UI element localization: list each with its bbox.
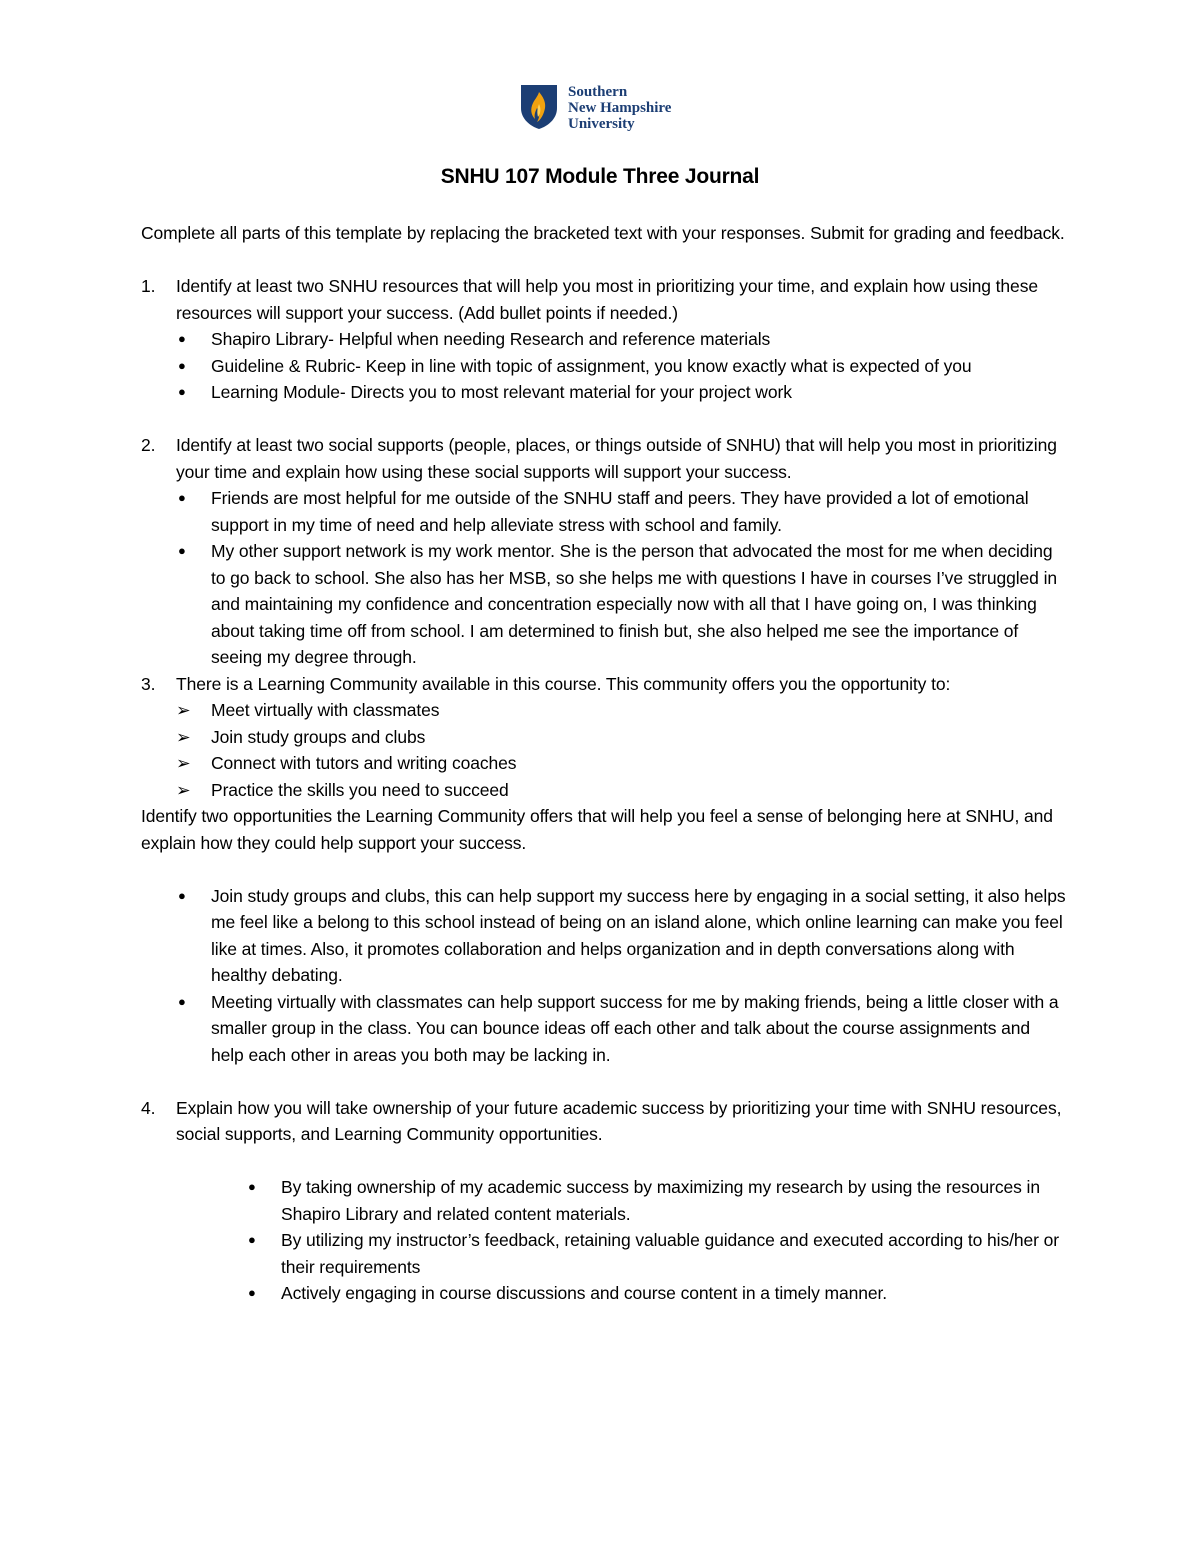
bullet-icon	[176, 353, 211, 380]
answer-text: Guideline & Rubric- Keep in line with topic of assignment, you know exactly what is expected of you	[211, 355, 972, 376]
list-item	[176, 485, 1066, 538]
list-item	[176, 326, 1066, 353]
arrow-bullet-icon: ➢	[176, 726, 191, 747]
list-item	[246, 1280, 1066, 1307]
option-text: Join study groups and clubs	[211, 726, 426, 747]
option-text: Meet virtually with classmates	[211, 700, 440, 720]
arrow-bullet-icon: ➢	[176, 700, 191, 720]
question-3-answers	[176, 883, 1066, 1069]
learning-community-options	[176, 697, 1066, 803]
shield-flame-icon	[520, 84, 558, 130]
question-4-answers	[246, 1174, 1066, 1307]
bullet-icon	[176, 883, 211, 989]
question-text: There is a Learning Community available in this course. This community offers you the opportunity to:	[176, 673, 951, 694]
arrow-bullet-icon: ➢	[176, 779, 191, 800]
option-text: Practice the skills you need to succeed	[211, 779, 509, 800]
bullet-icon	[246, 1174, 281, 1227]
question-1-answers	[176, 326, 1066, 406]
list-item	[176, 697, 1066, 724]
question-text: Explain how you will take ownership of your future academic success by prioritizing your time with SNHU resources, social supports, and Learning Community opportunities.	[176, 1097, 1062, 1144]
bullet-icon	[176, 485, 211, 538]
option-text: Connect with tutors and writing coaches	[211, 753, 517, 773]
list-item	[176, 538, 1066, 671]
question-3	[141, 671, 1066, 698]
intro-paragraph: Complete all parts of this template by replacing the bracketed text with your responses. Submit for grading and feedback.	[141, 223, 1065, 243]
logo-line-2: New Hampshire	[568, 100, 672, 116]
answer-text: By taking ownership of my academic success by maximizing my research by using the resources in Shapiro Library and related content materials.	[281, 1177, 1040, 1224]
answer-text: Shapiro Library- Helpful when needing Research and reference materials	[211, 329, 771, 349]
answer-text: Meeting virtually with classmates can help support success for me by making friends, being a little closer with a smaller group in the class. You can bounce ideas off each other and talk about the course assignments and help each other in areas you both may be lacking in.	[211, 991, 1059, 1065]
list-item	[176, 353, 1066, 380]
answer-text: Join study groups and clubs, this can help support my success here by engaging in a social setting, it also helps me feel like a belong to this school instead of being on an island alone, which online learning can make you feel like at times. Also, it promotes collaboration and helps organization and in depth conversations along with healthy debating.	[211, 885, 1066, 985]
bullet-icon	[176, 326, 211, 353]
page-title: SNHU 107 Module Three Journal	[440, 165, 760, 188]
question-1	[141, 273, 1066, 326]
question-number: 4.	[141, 1097, 156, 1118]
answer-text: Actively engaging in course discussions and course content in a timely manner.	[281, 1283, 888, 1303]
university-logo	[520, 84, 671, 132]
list-item	[176, 750, 1066, 777]
list-item	[246, 1174, 1066, 1227]
bullet-icon	[176, 989, 211, 1069]
question-4	[141, 1095, 1066, 1148]
question-2	[141, 432, 1066, 485]
logo-line-1: Southern	[568, 84, 628, 100]
logo-line-3: University	[568, 116, 635, 132]
question-number: 1.	[141, 276, 156, 296]
arrow-bullet-icon: ➢	[176, 753, 191, 773]
question-3-prompt: Identify two opportunities the Learning Community offers that will help you feel a sense of belonging here at SNHU, and explain how they could help support your success.	[141, 806, 1053, 853]
question-2-answers	[176, 485, 1066, 671]
bullet-icon	[176, 379, 211, 406]
document-body	[141, 220, 1066, 1307]
answer-text: Learning Module- Directs you to most relevant material for your project work	[211, 382, 792, 402]
answer-text: By utilizing my instructor’s feedback, retaining valuable guidance and executed according to his/her or their requirements	[281, 1230, 1059, 1277]
list-item	[176, 724, 1066, 751]
list-item	[176, 777, 1066, 804]
list-item	[176, 989, 1066, 1069]
question-text: Identify at least two SNHU resources that will help you most in prioritizing your time, and explain how using these resources will support your success. (Add bullet points if needed.)	[176, 276, 1038, 323]
bullet-icon	[246, 1227, 281, 1280]
question-number: 3.	[141, 673, 156, 694]
bullet-icon	[246, 1280, 281, 1307]
logo-wordmark	[568, 84, 671, 132]
list-item	[246, 1227, 1066, 1280]
question-number: 2.	[141, 435, 156, 455]
answer-text: Friends are most helpful for me outside of the SNHU staff and peers. They have provided a lot of emotional support in my time of need and help alleviate stress with school and family.	[211, 488, 1029, 535]
bullet-icon	[176, 538, 211, 671]
answer-text: My other support network is my work mentor. She is the person that advocated the most for me when deciding to go back to school. She also has her MSB, so she helps me with questions I have in courses I’ve struggled in and maintaining my confidence and concentration especially now with all that I have going on, I was thinking about taking time off from school. I am determined to finish but, she also helped me see the importance of seeing my degree through.	[211, 541, 1057, 667]
list-item	[176, 379, 1066, 406]
list-item	[176, 883, 1066, 989]
question-text: Identify at least two social supports (people, places, or things outside of SNHU) that will help you most in prioritizing your time and explain how using these social supports will support your success.	[176, 435, 1057, 482]
